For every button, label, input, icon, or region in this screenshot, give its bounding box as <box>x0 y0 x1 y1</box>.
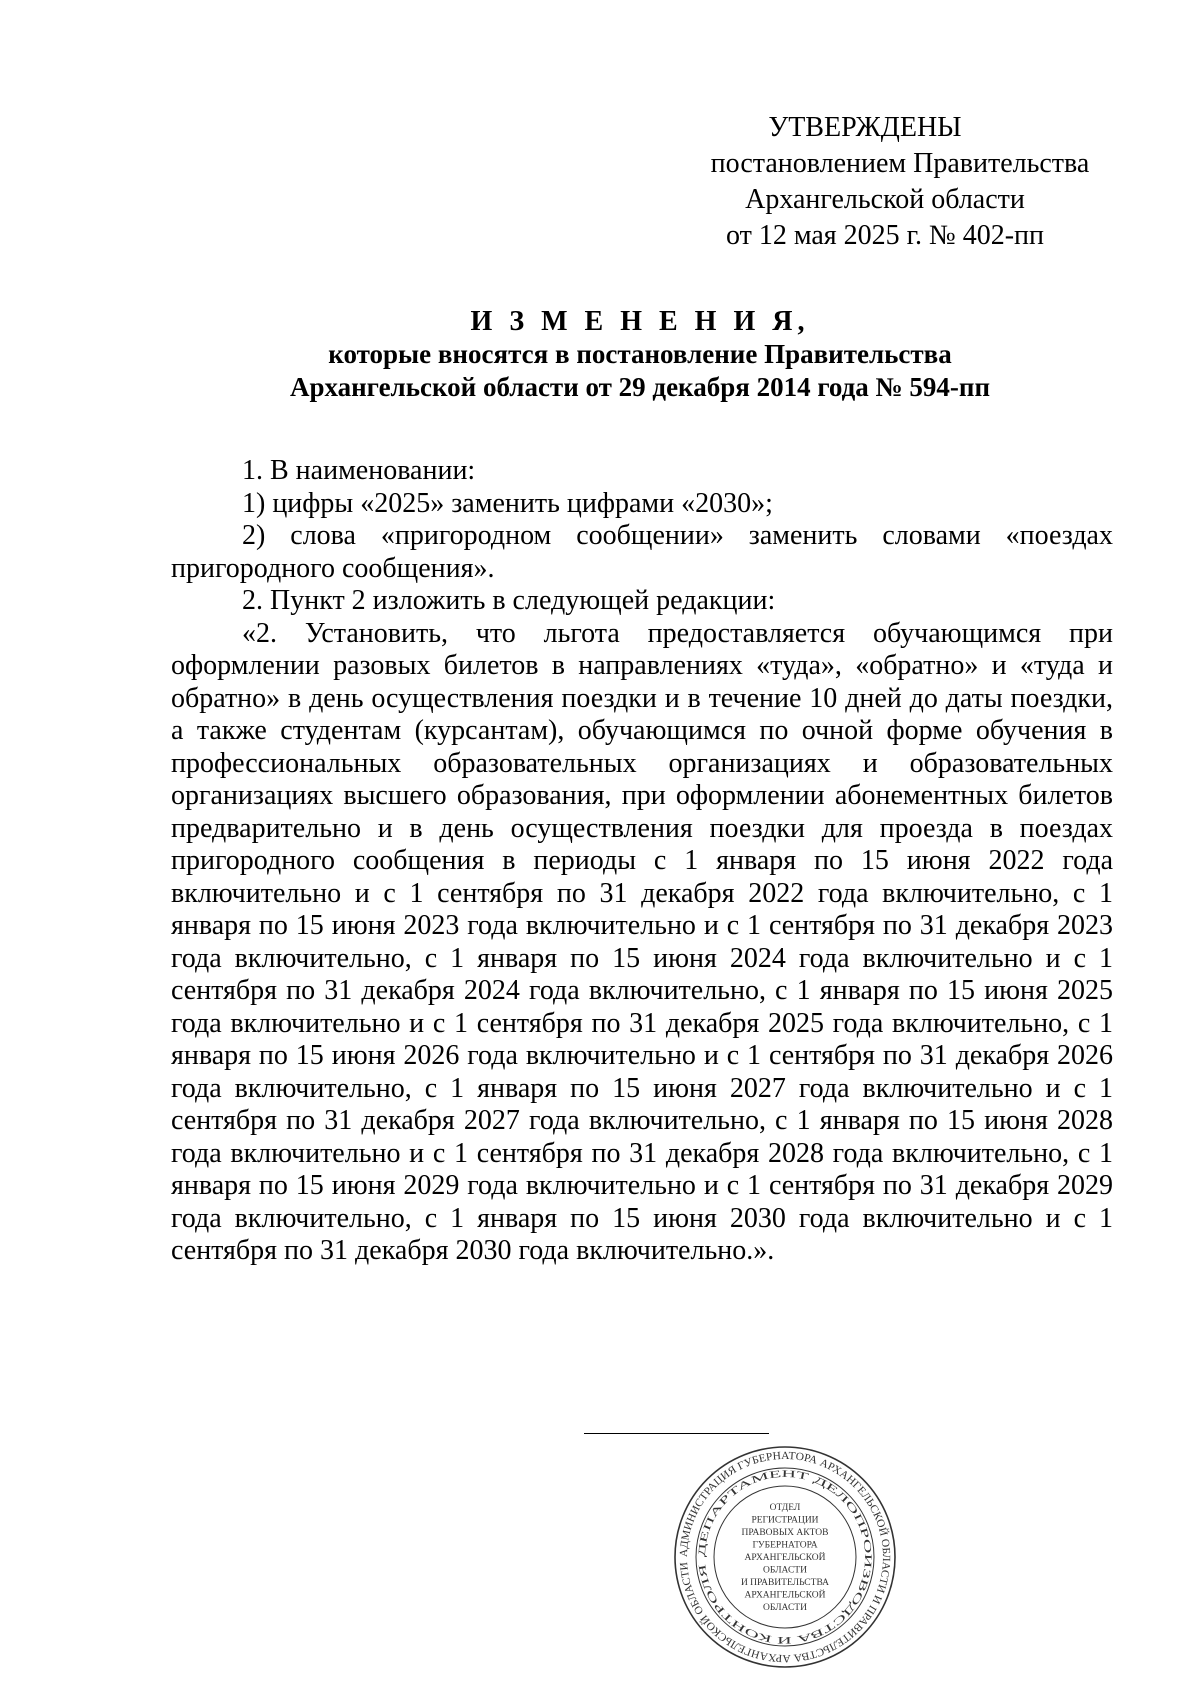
title-heading: И З М Е Н Е Н И Я, <box>470 306 810 337</box>
paragraph: 1) цифры «2025» заменить цифрами «2030»; <box>242 487 773 519</box>
paragraph: 1. В наименовании: <box>242 455 476 486</box>
separator-line <box>584 1433 769 1434</box>
approval-line: постановлением Правительства <box>710 148 1090 179</box>
stamp-center-line: РЕГИСТРАЦИИ <box>751 1515 819 1526</box>
registration-stamp <box>670 1442 900 1672</box>
stamp-center-line: ПРАВОВЫХ АКТОВ <box>741 1528 829 1538</box>
stamp-center-line: ГУБЕРНАТОРА <box>752 1540 818 1551</box>
stamp-ring-textpath: АДМИНИСТРАЦИЯ ГУБЕРНАТОРА АРХАНГЕЛЬСКОЙ ОБЛАСТИ И ПРАВИТЕЛЬСТВА АРХАНГЕЛЬСКОЙ ОБЛАСТИ <box>677 1449 893 1665</box>
title-line: которые вносятся в постановление Правительства <box>328 339 952 369</box>
document-title <box>168 305 1112 404</box>
stamp-center-line: ОБЛАСТИ <box>763 1603 807 1613</box>
approval-line: Архангельской области <box>745 184 1025 215</box>
title-line: Архангельской области от 29 декабря 2014 года № 594-пп <box>289 372 991 402</box>
stamp-center-line: И ПРАВИТЕЛЬСТВА <box>740 1578 830 1588</box>
paragraph: «2. Установить, что льгота предоставляется обучающимся при оформлении разовых билетов в направлениях «туда», «обратно» и «туда и обратно» в день осуществления поездки и в течение 10 дней до даты поездки, а также студентам (курсантам), обучающимся по очной форме обучения в профессиональных образовательных организациях и образовательных организациях высшего образования, при оформлении абонементных билетов предварительно и в день осуществления поездки для проезда в поездах пригородного сообщения в периоды с 1 января по 15 июня 2022 года включительно и с 1 сентября по 31 декабря 2022 года включительно, с 1 января по 15 июня 2023 года включительно и с 1 сентября по 31 декабря 2023 года включительно, с 1 января по 15 июня 2024 года включительно и с 1 сентября по 31 декабря 2024 года включительно, с 1 января по 15 июня 2025 года включительно и с 1 сентября по 31 декабря 2025 года включительно, с 1 января по 15 июня 2026 года включительно и с 1 сентября по 31 декабря 2026 года включительно, с 1 января по 15 июня 2027 года включительно и с 1 сентября по 31 декабря 2027 года включительно, с 1 января по 15 июня 2028 года включительно и с 1 сентября по 31 декабря 2028 года включительно, с 1 января по 15 июня 2029 года включительно и с 1 сентября по 31 декабря 2029 года включительно, с 1 января по 15 июня 2030 года включительно и с 1 сентября по 31 декабря 2030 года включительно.». <box>171 617 1113 1266</box>
approval-heading: УТВЕРЖДЕНЫ <box>768 112 962 143</box>
stamp-center-line: АРХАНГЕЛЬСКОЙ <box>744 1590 826 1601</box>
stamp-center-line: ОТДЕЛ <box>769 1503 801 1513</box>
paragraph: 2) слова «пригородном сообщении» заменить словами «поездах пригородного сообщения». <box>171 520 1113 584</box>
stamp-center-line: АРХАНГЕЛЬСКОЙ <box>744 1553 826 1563</box>
stamp-center-text <box>741 1503 829 1613</box>
paragraph: 2. Пункт 2 изложить в следующей редакции: <box>242 585 776 616</box>
stamp-center-line: ОБЛАСТИ <box>763 1565 807 1576</box>
approval-block <box>700 110 1100 254</box>
document-body <box>171 455 1113 1268</box>
approval-date: от 12 мая 2025 г. № 402-пп <box>725 220 1045 251</box>
stamp-inner-ring-textpath: ДЕПАРТАМЕНТ ДЕЛОПРОИЗВОДСТВА И КОНТРОЛЯ <box>696 1468 874 1646</box>
